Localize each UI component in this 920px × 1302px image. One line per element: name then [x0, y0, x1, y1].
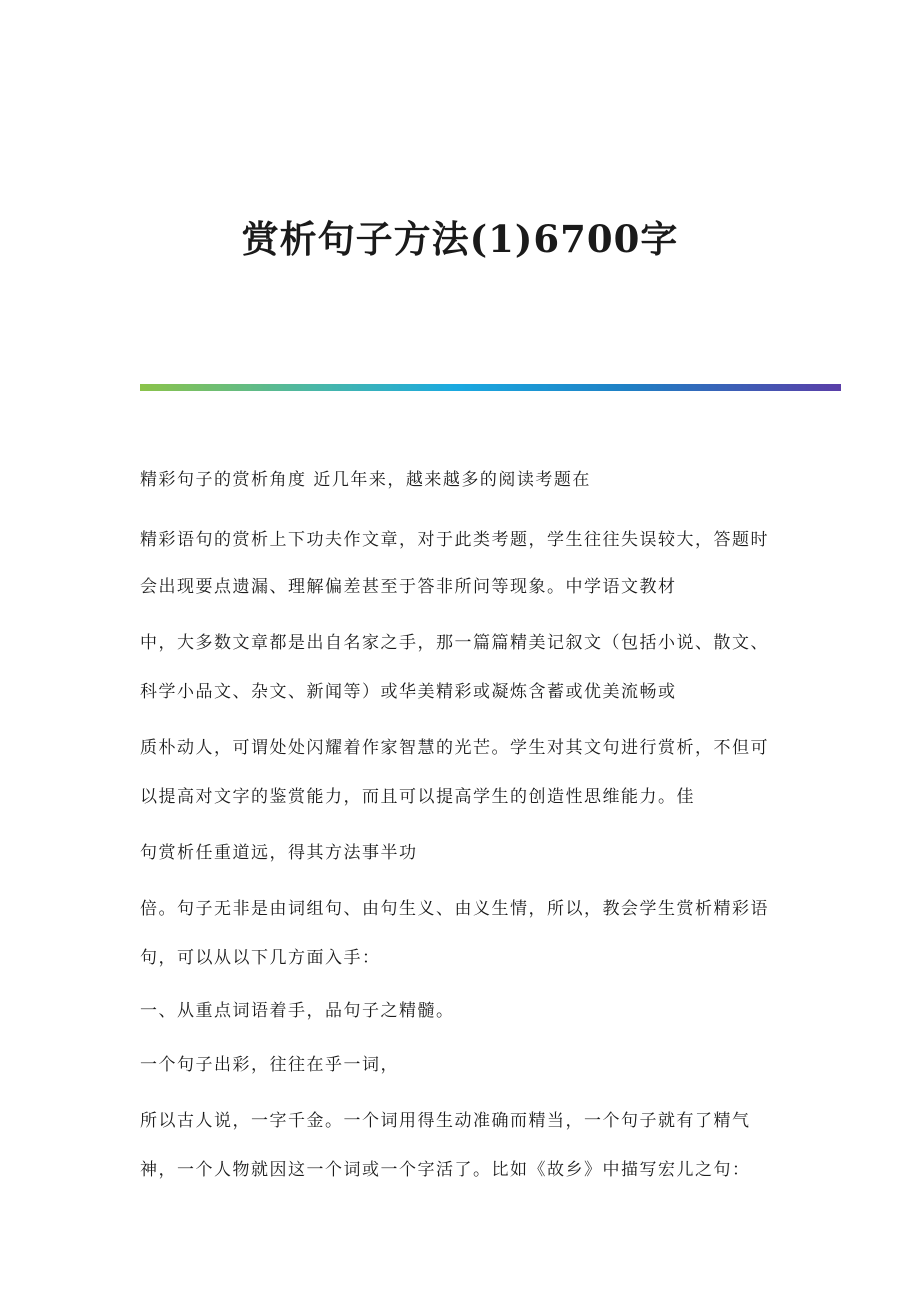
body-line: 科学小品文、杂文、新闻等）或华美精彩或凝炼含蓄或优美流畅或 — [140, 682, 677, 702]
document-title: 赏析句子方法(1)6700字 — [241, 217, 679, 261]
body-line: 一个句子出彩，往往在乎一词， — [140, 1055, 399, 1075]
body-line: 句赏析任重道远，得其方法事半功 — [140, 843, 418, 863]
body-line: 中，大多数文章都是出自名家之手，那一篇篇精美记叙文（包括小说、散文、 — [140, 633, 769, 653]
body-line: 会出现要点遗漏、理解偏差甚至于答非所问等现象。中学语文教材 — [140, 577, 677, 597]
title-divider — [140, 384, 841, 391]
body-line: 倍。句子无非是由词组句、由句生义、由义生情，所以，教会学生赏析精彩语 — [140, 899, 769, 919]
body-line: 精彩句子的赏析角度 近几年来，越来越多的阅读考题在 — [140, 470, 591, 490]
body-line: 所以古人说，一字千金。一个词用得生动准确而精当，一个句子就有了精气 — [140, 1111, 751, 1131]
body-line: 精彩语句的赏析上下功夫作文章，对于此类考题，学生往往失误较大，答题时 — [140, 530, 769, 550]
body-line: 质朴动人，可谓处处闪耀着作家智慧的光芒。学生对其文句进行赏析，不但可 — [140, 738, 769, 758]
body-line: 以提高对文字的鉴赏能力，而且可以提高学生的创造性思维能力。佳 — [140, 787, 695, 807]
section-heading: 一、从重点词语着手，品句子之精髓。 — [140, 1001, 455, 1021]
body-line: 神，一个人物就因这一个词或一个字活了。比如《故乡》中描写宏儿之句： — [140, 1160, 751, 1180]
body-line: 句，可以从以下几方面入手： — [140, 948, 381, 968]
